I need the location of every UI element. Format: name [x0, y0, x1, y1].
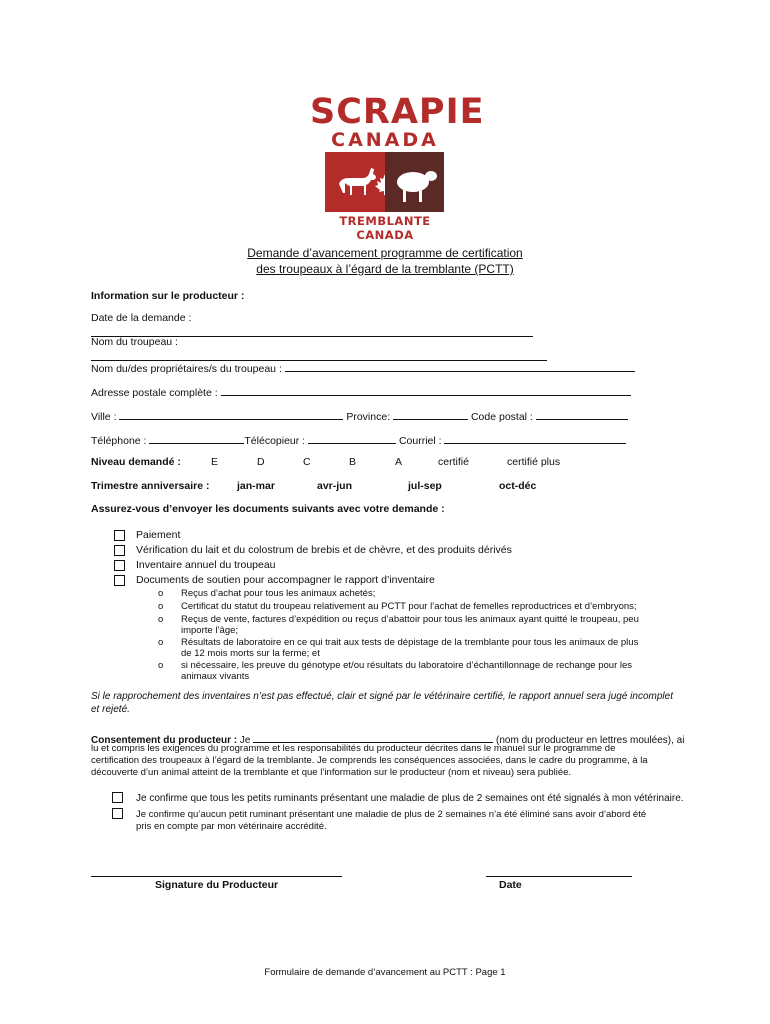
phone-label: Téléphone : [91, 435, 147, 447]
level-option-e[interactable]: E [211, 456, 219, 468]
doc-checkbox-2[interactable] [114, 545, 125, 556]
sub-doc-2: Certificat du statut du troupeau relativement au PCTT pour l’achat de femelles reproductrices et d’embryons; [181, 601, 637, 612]
owners-row [91, 360, 636, 376]
level-option-certified[interactable]: certifié [438, 456, 469, 468]
sub-bullet-3: o [158, 614, 164, 625]
page-footer: Formulaire de demande d’avancement au PCTT : Page 1 [264, 967, 506, 978]
warning-line2: et rejeté. [91, 704, 130, 715]
province-input[interactable] [393, 408, 468, 420]
level-option-d[interactable]: D [257, 456, 265, 468]
logo-tremblante-text: TREMBLANTE CANADA [339, 214, 431, 242]
phone-input[interactable] [149, 432, 244, 444]
email-label: Courriel : [398, 435, 442, 447]
level-label: Niveau demandé : [91, 456, 181, 468]
herd-name-label: Nom du troupeau : [91, 336, 178, 348]
postal-label: Code postal : [470, 411, 533, 423]
date-field-label: Date de la demande : [91, 312, 192, 324]
sub-bullet-5: o [158, 660, 164, 671]
producer-info-heading: Information sur le producteur : [91, 290, 245, 302]
doc-checkbox-4[interactable] [114, 575, 125, 586]
sub-doc-5a: si nécessaire, les preuve du génotype et/ou résultats du laboratoire d’échantillonnage de rechange pour les [181, 660, 633, 671]
sub-doc-4b: de 12 mois morts sur la ferme; et [181, 648, 320, 659]
doc-checkbox-1[interactable] [114, 530, 125, 541]
date-label: Date [499, 879, 522, 891]
signature-label: Signature du Producteur [155, 879, 279, 891]
sub-doc-1: Reçus d’achat pour tous les animaux achetés; [181, 588, 376, 599]
quarter-option-avr-jun[interactable]: avr-jun [317, 480, 353, 492]
fax-label: Télécopieur : [244, 435, 306, 447]
address-label: Adresse postale complète : [91, 387, 218, 399]
level-option-a[interactable]: A [395, 456, 403, 468]
city-label: Ville : [91, 411, 117, 423]
sub-bullet-2: o [158, 601, 164, 612]
quarter-label: Trimestre anniversaire : [91, 480, 210, 492]
level-option-certified-plus[interactable]: certifié plus [507, 456, 561, 468]
address-row [91, 384, 636, 400]
doc-item-4: Documents de soutien pour accompagner le rapport d’inventaire [136, 574, 435, 586]
date-signature-line[interactable] [486, 876, 632, 877]
confirm-checkbox-1[interactable] [112, 792, 123, 803]
sub-doc-4a: Résultats de laboratoire en ce qui trait aux tests de dépistage de la tremblante pour tous les animaux de plus [181, 637, 639, 648]
fax-input[interactable] [308, 432, 396, 444]
signature-line[interactable] [91, 876, 342, 877]
doc-item-3: Inventaire annuel du troupeau [136, 559, 276, 571]
address-input[interactable] [221, 384, 631, 396]
province-label: Province: [346, 411, 391, 423]
sheep-icon [385, 152, 445, 212]
owners-input[interactable] [285, 360, 635, 372]
contact-row [91, 432, 651, 448]
logo-brown-panel [385, 152, 445, 212]
form-title-line2: des troupeaux à l’égard de la tremblante (PCTT) [256, 262, 514, 276]
level-option-b[interactable]: B [349, 456, 357, 468]
city-row [91, 408, 651, 424]
logo-image [325, 152, 444, 212]
email-input[interactable] [444, 432, 626, 444]
confirm-text-2a: Je confirme qu’aucun petit ruminant présentant une maladie de plus de 2 semaines n’a été éliminé sans avoir d’abord été [136, 809, 647, 820]
quarter-option-jan-mar[interactable]: jan-mar [237, 480, 275, 492]
sub-doc-3b: importe l’âge; [181, 625, 239, 636]
level-option-c[interactable]: C [303, 456, 311, 468]
warning-line1: Si le rapprochement des inventaires n’est pas effectué, clair et signé par le vétérinaire certifié, le rapport annuel sera jugé incomplet [91, 691, 673, 702]
confirm-text-2b: pris en compte par mon vétérinaire accrédité. [136, 821, 327, 832]
doc-item-2: Vérification du lait et du colostrum de brebis et de chèvre, et des produits dérivés [136, 544, 512, 556]
sub-doc-5b: animaux vivants [181, 671, 250, 682]
postal-input[interactable] [536, 408, 628, 420]
city-input[interactable] [119, 408, 343, 420]
owners-label: Nom du/des propriétaires/s du troupeau : [91, 363, 282, 375]
producer-name-input[interactable] [253, 731, 493, 743]
doc-item-1: Paiement [136, 529, 181, 541]
consent-je: Je [239, 735, 251, 746]
logo-scrapie-text: SCRAPIE [310, 92, 485, 132]
consent-line2: lu et compris les exigences du programme et les responsabilités du producteur décrites dans le manuel sur le programme de [91, 743, 616, 754]
quarter-option-jul-sep[interactable]: jul-sep [408, 480, 442, 492]
sub-bullet-1: o [158, 588, 164, 599]
confirm-checkbox-2[interactable] [112, 808, 123, 819]
consent-line3: certification des troupeaux à l’égard de la tremblante. Je comprends les conséquences associées, dans le cadre du programme, à la [91, 755, 648, 766]
logo-red-panel [325, 152, 385, 212]
consent-after-blank: (nom du producteur en lettres moulées), ai [496, 735, 685, 746]
consent-line4: découverte d’un animal atteint de la tremblante et que l’information sur le producteur (nom et niveau) sera publiée. [91, 767, 572, 778]
docs-heading: Assurez-vous d’envoyer les documents suivants avec votre demande : [91, 503, 445, 515]
sub-bullet-4: o [158, 637, 164, 648]
form-title-line1: Demande d’avancement programme de certification [247, 246, 523, 260]
confirm-text-1: Je confirme que tous les petits ruminants présentant une maladie de plus de 2 semaines ont été signalés à mon vétérinaire. [136, 793, 684, 804]
logo-canada-text: CANADA [331, 129, 439, 151]
doc-checkbox-3[interactable] [114, 560, 125, 571]
quarter-option-oct-dec[interactable]: oct-déc [499, 480, 537, 492]
sub-doc-3a: Reçus de vente, factures d’expédition ou reçus d’abattoir pour tous les animaux ayant quitté le troupeau, peu [181, 614, 639, 625]
consent-label: Consentement du producteur : [91, 735, 238, 746]
